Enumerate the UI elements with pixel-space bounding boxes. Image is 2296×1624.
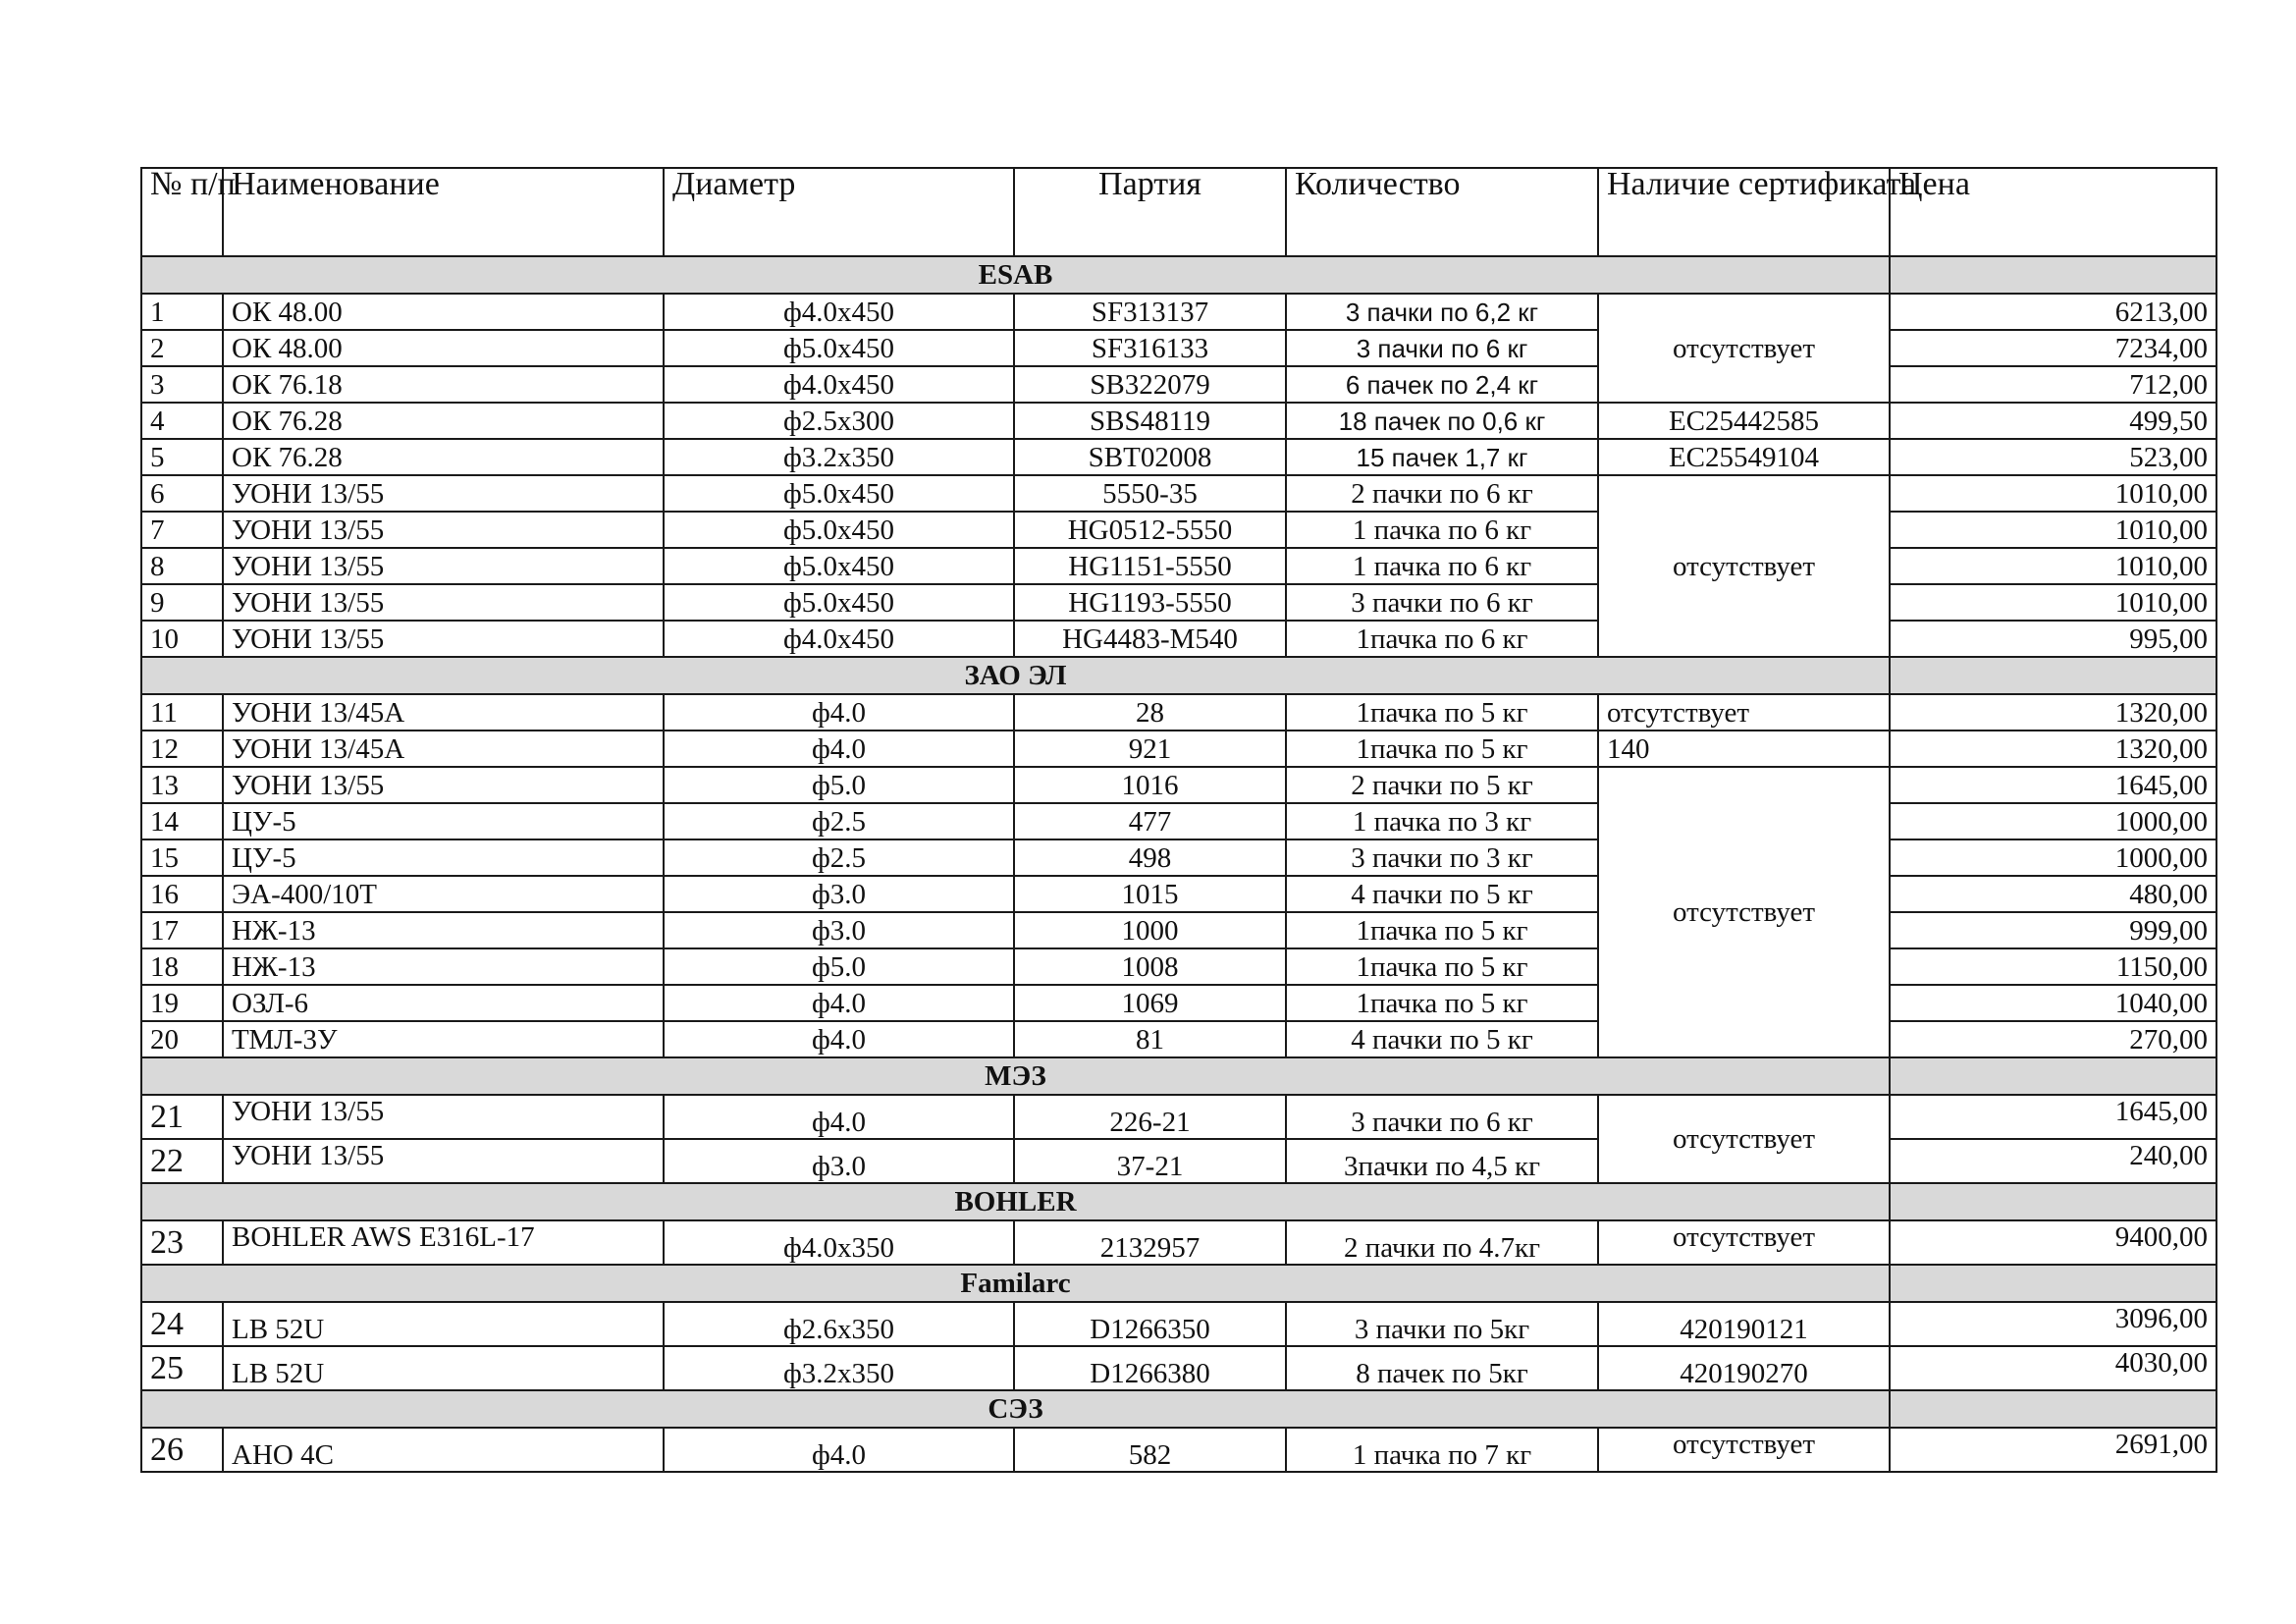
row-diameter: ф4.0х450 xyxy=(664,294,1014,330)
row-price: 1320,00 xyxy=(1890,731,2216,767)
row-batch: 1069 xyxy=(1014,985,1286,1021)
table-row xyxy=(141,767,2216,803)
row-num: 26 xyxy=(141,1428,223,1472)
row-quantity: 6 пачек по 2,4 кг xyxy=(1286,366,1598,403)
row-name: ОЗЛ-6 xyxy=(223,985,664,1021)
row-quantity: 3 пачки по 3 кг xyxy=(1286,839,1598,876)
row-num: 11 xyxy=(141,694,223,731)
row-num: 3 xyxy=(141,366,223,403)
table-row xyxy=(141,621,2216,657)
row-quantity: 1 пачка по 3 кг xyxy=(1286,803,1598,839)
row-num: 17 xyxy=(141,912,223,948)
row-name: УОНИ 13/55 xyxy=(223,1095,664,1139)
row-name: LB 52U xyxy=(223,1302,664,1346)
row-price: 270,00 xyxy=(1890,1021,2216,1057)
table-row xyxy=(141,731,2216,767)
row-price: 712,00 xyxy=(1890,366,2216,403)
row-price: 995,00 xyxy=(1890,621,2216,657)
row-num: 23 xyxy=(141,1220,223,1265)
row-batch: D1266380 xyxy=(1014,1346,1286,1390)
row-batch: 5550-35 xyxy=(1014,475,1286,512)
row-num: 2 xyxy=(141,330,223,366)
table-row xyxy=(141,803,2216,839)
row-price: 1000,00 xyxy=(1890,803,2216,839)
row-num: 1 xyxy=(141,294,223,330)
row-quantity: 3 пачки по 6 кг xyxy=(1286,1095,1598,1139)
row-num: 18 xyxy=(141,948,223,985)
row-price: 1320,00 xyxy=(1890,694,2216,731)
row-quantity: 4 пачки по 5 кг xyxy=(1286,1021,1598,1057)
table-row xyxy=(141,876,2216,912)
row-diameter: ф5.0х450 xyxy=(664,584,1014,621)
row-certificate: 420190270 xyxy=(1598,1346,1890,1390)
row-price: 1645,00 xyxy=(1890,1095,2216,1139)
table-row xyxy=(141,1095,2216,1139)
table-row xyxy=(141,1139,2216,1183)
row-batch: SF316133 xyxy=(1014,330,1286,366)
group-price-cell xyxy=(1890,1390,2216,1428)
row-diameter: ф2.5 xyxy=(664,803,1014,839)
row-batch: SF313137 xyxy=(1014,294,1286,330)
table-row xyxy=(141,439,2216,475)
row-name: НЖ-13 xyxy=(223,912,664,948)
row-name: УОНИ 13/55 xyxy=(223,1139,664,1183)
row-diameter: ф4.0 xyxy=(664,694,1014,731)
row-price: 4030,00 xyxy=(1890,1346,2216,1390)
row-diameter: ф3.0 xyxy=(664,876,1014,912)
row-diameter: ф4.0 xyxy=(664,731,1014,767)
group-row xyxy=(141,1390,2216,1428)
row-quantity: 4 пачки по 5 кг xyxy=(1286,876,1598,912)
row-quantity: 1пачка по 5 кг xyxy=(1286,731,1598,767)
row-batch: 1016 xyxy=(1014,767,1286,803)
row-quantity: 2 пачки по 4.7кг xyxy=(1286,1220,1598,1265)
table-row xyxy=(141,366,2216,403)
row-diameter: ф4.0 xyxy=(664,1021,1014,1057)
table-row xyxy=(141,548,2216,584)
row-diameter: ф3.0 xyxy=(664,1139,1014,1183)
row-name: УОНИ 13/55 xyxy=(223,584,664,621)
row-diameter: ф5.0х450 xyxy=(664,475,1014,512)
row-quantity: 18 пачек по 0,6 кг xyxy=(1286,403,1598,439)
row-quantity: 2 пачки по 6 кг xyxy=(1286,475,1598,512)
row-num: 16 xyxy=(141,876,223,912)
row-name: ОК 76.28 xyxy=(223,403,664,439)
table-row xyxy=(141,694,2216,731)
row-certificate: отсутствует xyxy=(1598,694,1890,731)
row-batch: SBT02008 xyxy=(1014,439,1286,475)
row-quantity: 3пачки по 4,5 кг xyxy=(1286,1139,1598,1183)
table-row xyxy=(141,403,2216,439)
row-price: 1040,00 xyxy=(1890,985,2216,1021)
row-price: 1010,00 xyxy=(1890,512,2216,548)
row-diameter: ф5.0х450 xyxy=(664,512,1014,548)
row-price: 1010,00 xyxy=(1890,548,2216,584)
table-row xyxy=(141,1220,2216,1265)
row-diameter: ф5.0х450 xyxy=(664,548,1014,584)
row-diameter: ф4.0 xyxy=(664,1095,1014,1139)
row-price: 499,50 xyxy=(1890,403,2216,439)
row-batch: 498 xyxy=(1014,839,1286,876)
row-name: АНО 4С xyxy=(223,1428,664,1472)
row-name: ЦУ-5 xyxy=(223,803,664,839)
row-batch: 1015 xyxy=(1014,876,1286,912)
row-certificate: отсутствует xyxy=(1598,1428,1890,1472)
row-name: ОК 48.00 xyxy=(223,330,664,366)
row-diameter: ф3.2х350 xyxy=(664,1346,1014,1390)
row-quantity: 2 пачки по 5 кг xyxy=(1286,767,1598,803)
row-price: 480,00 xyxy=(1890,876,2216,912)
row-certificate: отсутствует xyxy=(1598,1220,1890,1265)
row-num: 12 xyxy=(141,731,223,767)
row-diameter: ф2.5х300 xyxy=(664,403,1014,439)
group-price-cell xyxy=(1890,1057,2216,1095)
row-name: НЖ-13 xyxy=(223,948,664,985)
row-name: УОНИ 13/55 xyxy=(223,621,664,657)
row-price: 1000,00 xyxy=(1890,839,2216,876)
row-num: 5 xyxy=(141,439,223,475)
row-batch: 1008 xyxy=(1014,948,1286,985)
row-name: ОК 76.28 xyxy=(223,439,664,475)
row-quantity: 1 пачка по 7 кг xyxy=(1286,1428,1598,1472)
row-quantity: 1пачка по 6 кг xyxy=(1286,621,1598,657)
row-num: 9 xyxy=(141,584,223,621)
row-price: 7234,00 xyxy=(1890,330,2216,366)
header-certificate: Наличие сертификата xyxy=(1598,168,1890,256)
table-row xyxy=(141,985,2216,1021)
group-title: Familarc xyxy=(141,1265,1890,1302)
group-title: ESAB xyxy=(141,256,1890,294)
row-price: 6213,00 xyxy=(1890,294,2216,330)
row-name: ТМЛ-3У xyxy=(223,1021,664,1057)
row-price: 999,00 xyxy=(1890,912,2216,948)
row-name: ОК 48.00 xyxy=(223,294,664,330)
row-diameter: ф5.0 xyxy=(664,767,1014,803)
header-diameter: Диаметр xyxy=(664,168,1014,256)
row-certificate: отсутствует xyxy=(1598,475,1890,657)
row-diameter: ф3.2х350 xyxy=(664,439,1014,475)
row-batch: 37-21 xyxy=(1014,1139,1286,1183)
row-diameter: ф2.5 xyxy=(664,839,1014,876)
group-title: СЭЗ xyxy=(141,1390,1890,1428)
row-price: 3096,00 xyxy=(1890,1302,2216,1346)
row-certificate: 140 xyxy=(1598,731,1890,767)
header-batch: Партия xyxy=(1014,168,1286,256)
group-row xyxy=(141,1183,2216,1220)
group-price-cell xyxy=(1890,256,2216,294)
row-num: 15 xyxy=(141,839,223,876)
row-name: УОНИ 13/45А xyxy=(223,694,664,731)
row-batch: HG1151-5550 xyxy=(1014,548,1286,584)
row-quantity: 1 пачка по 6 кг xyxy=(1286,548,1598,584)
group-price-cell xyxy=(1890,657,2216,694)
row-num: 25 xyxy=(141,1346,223,1390)
row-name: ОК 76.18 xyxy=(223,366,664,403)
row-batch: 2132957 xyxy=(1014,1220,1286,1265)
group-title: BOHLER xyxy=(141,1183,1890,1220)
row-price: 240,00 xyxy=(1890,1139,2216,1183)
row-batch: 921 xyxy=(1014,731,1286,767)
row-quantity: 3 пачки по 6,2 кг xyxy=(1286,294,1598,330)
table-row xyxy=(141,512,2216,548)
row-num: 10 xyxy=(141,621,223,657)
group-price-cell xyxy=(1890,1265,2216,1302)
row-quantity: 1 пачка по 6 кг xyxy=(1286,512,1598,548)
row-name: ЦУ-5 xyxy=(223,839,664,876)
header-row xyxy=(141,168,2216,256)
row-batch: 28 xyxy=(1014,694,1286,731)
row-quantity: 1пачка по 5 кг xyxy=(1286,694,1598,731)
row-price: 1645,00 xyxy=(1890,767,2216,803)
price-table xyxy=(140,167,2217,1473)
row-num: 8 xyxy=(141,548,223,584)
row-quantity: 1пачка по 5 кг xyxy=(1286,985,1598,1021)
group-row xyxy=(141,256,2216,294)
row-diameter: ф5.0 xyxy=(664,948,1014,985)
row-name: УОНИ 13/55 xyxy=(223,512,664,548)
row-num: 14 xyxy=(141,803,223,839)
row-quantity: 1пачка по 5 кг xyxy=(1286,912,1598,948)
row-num: 19 xyxy=(141,985,223,1021)
row-certificate: 420190121 xyxy=(1598,1302,1890,1346)
group-row xyxy=(141,1265,2216,1302)
row-price: 1010,00 xyxy=(1890,584,2216,621)
row-num: 20 xyxy=(141,1021,223,1057)
table-row xyxy=(141,839,2216,876)
table-row xyxy=(141,1021,2216,1057)
row-price: 9400,00 xyxy=(1890,1220,2216,1265)
group-title: МЭЗ xyxy=(141,1057,1890,1095)
row-num: 13 xyxy=(141,767,223,803)
table-row xyxy=(141,912,2216,948)
row-batch: D1266350 xyxy=(1014,1302,1286,1346)
row-diameter: ф4.0х350 xyxy=(664,1220,1014,1265)
row-num: 24 xyxy=(141,1302,223,1346)
row-num: 21 xyxy=(141,1095,223,1139)
row-batch: HG0512-5550 xyxy=(1014,512,1286,548)
row-diameter: ф2.6х350 xyxy=(664,1302,1014,1346)
row-certificate: отсутствует xyxy=(1598,1095,1890,1183)
table-row xyxy=(141,948,2216,985)
table-row xyxy=(141,584,2216,621)
header-quantity: Количество xyxy=(1286,168,1598,256)
row-certificate: отсутствует xyxy=(1598,767,1890,1057)
row-diameter: ф5.0х450 xyxy=(664,330,1014,366)
header-num: № п/п xyxy=(141,168,223,256)
row-num: 6 xyxy=(141,475,223,512)
header-name: Наименование xyxy=(223,168,664,256)
row-diameter: ф3.0 xyxy=(664,912,1014,948)
table-row xyxy=(141,294,2216,330)
row-batch: HG1193-5550 xyxy=(1014,584,1286,621)
row-name: УОНИ 13/55 xyxy=(223,548,664,584)
group-row xyxy=(141,657,2216,694)
row-quantity: 3 пачки по 6 кг xyxy=(1286,584,1598,621)
row-price: 1150,00 xyxy=(1890,948,2216,985)
header-price: Цена xyxy=(1890,168,2216,256)
row-certificate: EC25442585 xyxy=(1598,403,1890,439)
row-name: BOHLER AWS E316L-17 xyxy=(223,1220,664,1265)
row-diameter: ф4.0 xyxy=(664,985,1014,1021)
table-row xyxy=(141,1428,2216,1472)
group-price-cell xyxy=(1890,1183,2216,1220)
row-price: 523,00 xyxy=(1890,439,2216,475)
row-num: 22 xyxy=(141,1139,223,1183)
row-quantity: 8 пачек по 5кг xyxy=(1286,1346,1598,1390)
row-batch: 582 xyxy=(1014,1428,1286,1472)
table-row xyxy=(141,475,2216,512)
row-batch: 477 xyxy=(1014,803,1286,839)
row-batch: 226-21 xyxy=(1014,1095,1286,1139)
row-diameter: ф4.0 xyxy=(664,1428,1014,1472)
row-price: 2691,00 xyxy=(1890,1428,2216,1472)
row-batch: 81 xyxy=(1014,1021,1286,1057)
group-row xyxy=(141,1057,2216,1095)
row-batch: HG4483-M540 xyxy=(1014,621,1286,657)
row-certificate: EC25549104 xyxy=(1598,439,1890,475)
row-price: 1010,00 xyxy=(1890,475,2216,512)
row-num: 7 xyxy=(141,512,223,548)
row-num: 4 xyxy=(141,403,223,439)
table-row xyxy=(141,1346,2216,1390)
row-batch: SBS48119 xyxy=(1014,403,1286,439)
row-quantity: 15 пачек 1,7 кг xyxy=(1286,439,1598,475)
row-quantity: 1пачка по 5 кг xyxy=(1286,948,1598,985)
row-batch: 1000 xyxy=(1014,912,1286,948)
row-name: УОНИ 13/55 xyxy=(223,767,664,803)
table-row xyxy=(141,1302,2216,1346)
row-batch: SB322079 xyxy=(1014,366,1286,403)
row-name: LB 52U xyxy=(223,1346,664,1390)
row-name: ЭА-400/10Т xyxy=(223,876,664,912)
row-name: УОНИ 13/55 xyxy=(223,475,664,512)
table-row xyxy=(141,330,2216,366)
group-title: ЗАО ЭЛ xyxy=(141,657,1890,694)
row-diameter: ф4.0х450 xyxy=(664,621,1014,657)
row-quantity: 3 пачки по 6 кг xyxy=(1286,330,1598,366)
row-diameter: ф4.0х450 xyxy=(664,366,1014,403)
row-quantity: 3 пачки по 5кг xyxy=(1286,1302,1598,1346)
row-name: УОНИ 13/45А xyxy=(223,731,664,767)
row-certificate: отсутствует xyxy=(1598,294,1890,403)
